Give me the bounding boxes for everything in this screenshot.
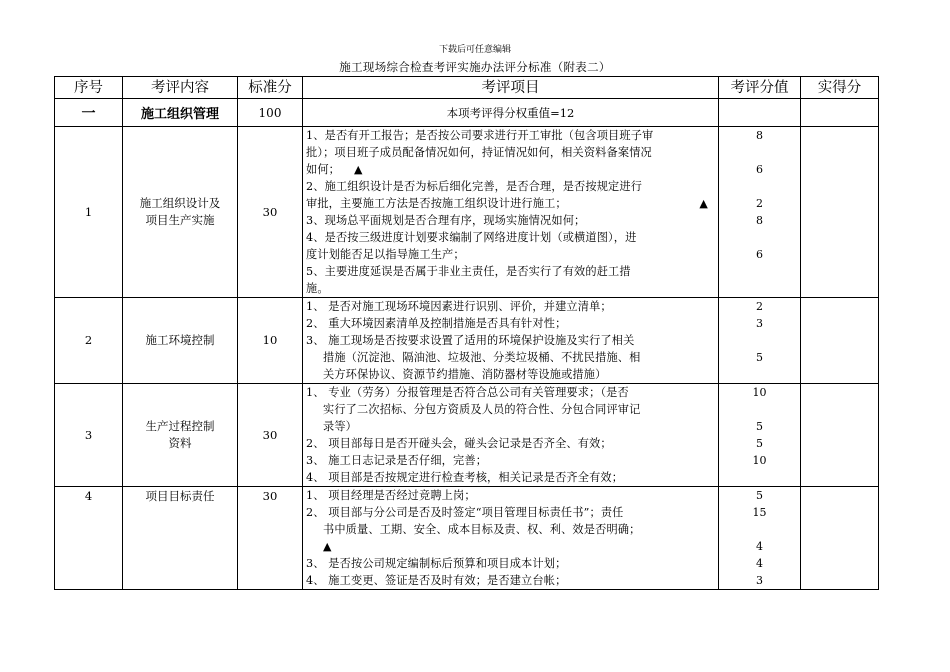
evaluation-item-line bbox=[303, 144, 718, 161]
rows-body bbox=[55, 127, 879, 590]
header-row bbox=[55, 77, 879, 99]
score-value: 6 bbox=[756, 248, 763, 261]
score-value: 8 bbox=[756, 214, 763, 227]
key-item-triangle-icon: ▲ bbox=[323, 540, 332, 553]
row-standard-score: 10 bbox=[238, 298, 303, 384]
score-value: 10 bbox=[752, 386, 767, 399]
col-header-no: 序号 bbox=[55, 77, 123, 99]
evaluation-item-line bbox=[303, 504, 718, 521]
evaluation-item-line bbox=[303, 178, 718, 195]
score-value bbox=[719, 178, 800, 195]
score-value bbox=[719, 401, 800, 418]
evaluation-item-line bbox=[303, 452, 718, 469]
evaluation-item-line bbox=[303, 349, 718, 366]
evaluation-item-text: 1、 专业（劳务）分报管理是否符合总公司有关管理要求；（是否 bbox=[306, 386, 629, 399]
row-evaluation-items bbox=[303, 298, 719, 384]
row-content-name bbox=[123, 127, 238, 298]
evaluation-item-line bbox=[303, 195, 718, 212]
table-row bbox=[55, 384, 879, 487]
score-value: 3 bbox=[756, 574, 763, 587]
evaluation-item-text: 书中质量、工期、安全、成本目标及责、权、利、效是否明确； bbox=[323, 523, 641, 536]
score-value: 10 bbox=[752, 454, 767, 467]
evaluation-item-text: 度计划能否足以指导施工生产； bbox=[306, 248, 465, 261]
evaluation-item-line bbox=[303, 229, 718, 246]
content-name-line: 资料 bbox=[168, 436, 192, 450]
evaluation-item-line bbox=[303, 418, 718, 435]
content-name-line: 项目目标责任 bbox=[145, 489, 215, 503]
content-name-line: 生产过程控制 bbox=[145, 419, 215, 433]
row-actual-score[interactable] bbox=[801, 384, 879, 487]
evaluation-item-line bbox=[303, 572, 718, 589]
evaluation-item-text: 3、 是否按公司规定编制标后预算和项目成本计划； bbox=[306, 557, 567, 570]
col-header-items: 考评项目 bbox=[303, 77, 719, 99]
evaluation-item-text: 3、 施工日志记录是否仔细，完善； bbox=[306, 454, 488, 467]
score-value: 8 bbox=[756, 129, 763, 142]
key-item-triangle-icon: ▲ bbox=[354, 163, 363, 176]
score-value bbox=[719, 229, 800, 246]
key-item-triangle-icon: ▲ bbox=[699, 197, 708, 210]
evaluation-item-line bbox=[303, 538, 718, 555]
score-value: 5 bbox=[756, 420, 763, 433]
score-value bbox=[719, 469, 800, 486]
evaluation-item-text: 实行了二次招标、分包方资质及人员的符合性、分包合同评审记 bbox=[323, 403, 641, 416]
evaluation-item-line bbox=[303, 161, 718, 178]
evaluation-item-line bbox=[303, 435, 718, 452]
evaluation-item-line bbox=[303, 555, 718, 572]
evaluation-item-line bbox=[303, 315, 718, 332]
section-actual-cell bbox=[801, 99, 879, 127]
evaluation-item-line bbox=[303, 469, 718, 486]
row-number: 3 bbox=[55, 384, 123, 487]
score-value: 5 bbox=[756, 437, 763, 450]
score-value: 5 bbox=[756, 351, 763, 364]
score-value: 4 bbox=[756, 557, 763, 570]
score-value: 2 bbox=[756, 300, 763, 313]
section-standard-score: 100 bbox=[238, 99, 303, 127]
evaluation-item-text: 4、是否按三级进度计划要求编制了网络进度计划（或横道图），进 bbox=[306, 231, 637, 244]
score-value bbox=[719, 366, 800, 383]
evaluation-item-text: 3、现场总平面规划是否合理有序，现场实施情况如何； bbox=[306, 214, 586, 227]
row-evaluation-items bbox=[303, 487, 719, 590]
section-row bbox=[55, 99, 879, 127]
score-value bbox=[719, 280, 800, 297]
evaluation-item-text: 1、是否有开工报告；是否按公司要求进行开工审批（包含项目班子审 bbox=[306, 129, 654, 142]
watermark-text: 下载后可任意编辑 bbox=[438, 45, 511, 55]
evaluation-item-line bbox=[303, 332, 718, 349]
row-content-name bbox=[123, 384, 238, 487]
evaluation-item-text: 4、 项目部是否按规定进行检查考核，相关记录是否齐全有效； bbox=[306, 471, 624, 484]
score-value: 4 bbox=[756, 540, 763, 553]
row-score-values bbox=[719, 298, 801, 384]
content-name-line: 施工组织设计及 bbox=[139, 196, 221, 210]
score-value: 6 bbox=[756, 163, 763, 176]
row-content-name bbox=[123, 298, 238, 384]
evaluation-item-line bbox=[303, 280, 718, 297]
evaluation-item-text: 录等） bbox=[323, 420, 358, 433]
col-header-actual-score: 实得分 bbox=[801, 77, 879, 99]
evaluation-item-text: 2、 项目部每日是否开碰头会，碰头会记录是否齐全、有效； bbox=[306, 437, 612, 450]
evaluation-item-line bbox=[303, 298, 718, 315]
col-header-standard: 标准分 bbox=[238, 77, 303, 99]
section-score-cell bbox=[719, 99, 801, 127]
row-standard-score: 30 bbox=[238, 384, 303, 487]
score-value bbox=[719, 521, 800, 538]
row-standard-score: 30 bbox=[238, 127, 303, 298]
content-name-line: 项目生产实施 bbox=[145, 213, 215, 227]
row-actual-score[interactable] bbox=[801, 487, 879, 590]
evaluation-item-text: 施。 bbox=[306, 282, 329, 295]
document-title: 施工现场综合检查考评实施办法评分标准（附表二） bbox=[339, 60, 611, 74]
section-name: 施工组织管理 bbox=[123, 99, 238, 127]
evaluation-item-text: 审批，主要施工方法是否按施工组织设计进行施工； bbox=[306, 197, 567, 210]
table-row bbox=[55, 127, 879, 298]
evaluation-item-text: 2、 项目部与分公司是否及时签定“项目管理目标责任书”；责任 bbox=[306, 506, 624, 519]
evaluation-item-text: 批）；项目班子成员配备情况如何，持证情况如何，相关资料备案情况 bbox=[306, 146, 652, 159]
row-standard-score: 30 bbox=[238, 487, 303, 590]
row-actual-score[interactable] bbox=[801, 298, 879, 384]
row-content-name bbox=[123, 487, 238, 590]
evaluation-item-line bbox=[303, 212, 718, 229]
evaluation-item-line bbox=[303, 487, 718, 504]
evaluation-item-text: 关方环保协议、资源节约措施、消防器材等设施或措施） bbox=[323, 368, 607, 381]
col-header-content: 考评内容 bbox=[123, 77, 238, 99]
evaluation-item-text: 措施（沉淀池、隔油池、垃圾池、分类垃圾桶、不扰民措施、相 bbox=[323, 351, 641, 364]
row-evaluation-items bbox=[303, 127, 719, 298]
row-score-values bbox=[719, 384, 801, 487]
row-number: 1 bbox=[55, 127, 123, 298]
row-number: 4 bbox=[55, 487, 123, 590]
score-value: 2 bbox=[756, 197, 763, 210]
content-name-line: 施工环境控制 bbox=[145, 333, 215, 347]
table-row bbox=[55, 487, 879, 590]
row-actual-score[interactable] bbox=[801, 127, 879, 298]
evaluation-item-line bbox=[303, 521, 718, 538]
evaluation-item-line bbox=[303, 127, 718, 144]
evaluation-item-text: 1、 是否对施工现场环境因素进行识别、评价，并建立清单； bbox=[306, 300, 612, 313]
scoring-table bbox=[54, 76, 879, 590]
section-number: 一 bbox=[55, 99, 123, 127]
evaluation-item-line bbox=[303, 263, 718, 280]
col-header-score-value: 考评分值 bbox=[719, 77, 801, 99]
score-value bbox=[719, 144, 800, 161]
evaluation-item-text: 5、主要进度延误是否属于非业主责任，是否实行了有效的赶工措 bbox=[306, 265, 631, 278]
evaluation-item-text: 如何； bbox=[306, 163, 341, 176]
evaluation-item-text: 2、施工组织设计是否为标后细化完善，是否合理，是否按规定进行 bbox=[306, 180, 643, 193]
table-row bbox=[55, 298, 879, 384]
row-score-values bbox=[719, 127, 801, 298]
evaluation-item-line bbox=[303, 384, 718, 401]
row-number: 2 bbox=[55, 298, 123, 384]
row-score-values bbox=[719, 487, 801, 590]
evaluation-item-text: 1、 项目经理是否经过竞聘上岗； bbox=[306, 489, 476, 502]
score-value: 15 bbox=[752, 506, 767, 519]
row-evaluation-items bbox=[303, 384, 719, 487]
score-value: 5 bbox=[756, 489, 763, 502]
evaluation-item-line bbox=[303, 246, 718, 263]
evaluation-item-text: 3、 施工现场是否按要求设置了适用的环境保护设施及实行了相关 bbox=[306, 334, 635, 347]
score-value bbox=[719, 332, 800, 349]
score-value bbox=[719, 263, 800, 280]
score-value: 3 bbox=[756, 317, 763, 330]
evaluation-item-line bbox=[303, 401, 718, 418]
evaluation-item-text: 2、 重大环境因素清单及控制措施是否具有针对性； bbox=[306, 317, 567, 330]
section-weight-note: 本项考评得分权重值=12 bbox=[303, 99, 719, 127]
evaluation-item-text: 4、 施工变更、签证是否及时有效；是否建立台帐； bbox=[306, 574, 567, 587]
evaluation-item-line bbox=[303, 366, 718, 383]
